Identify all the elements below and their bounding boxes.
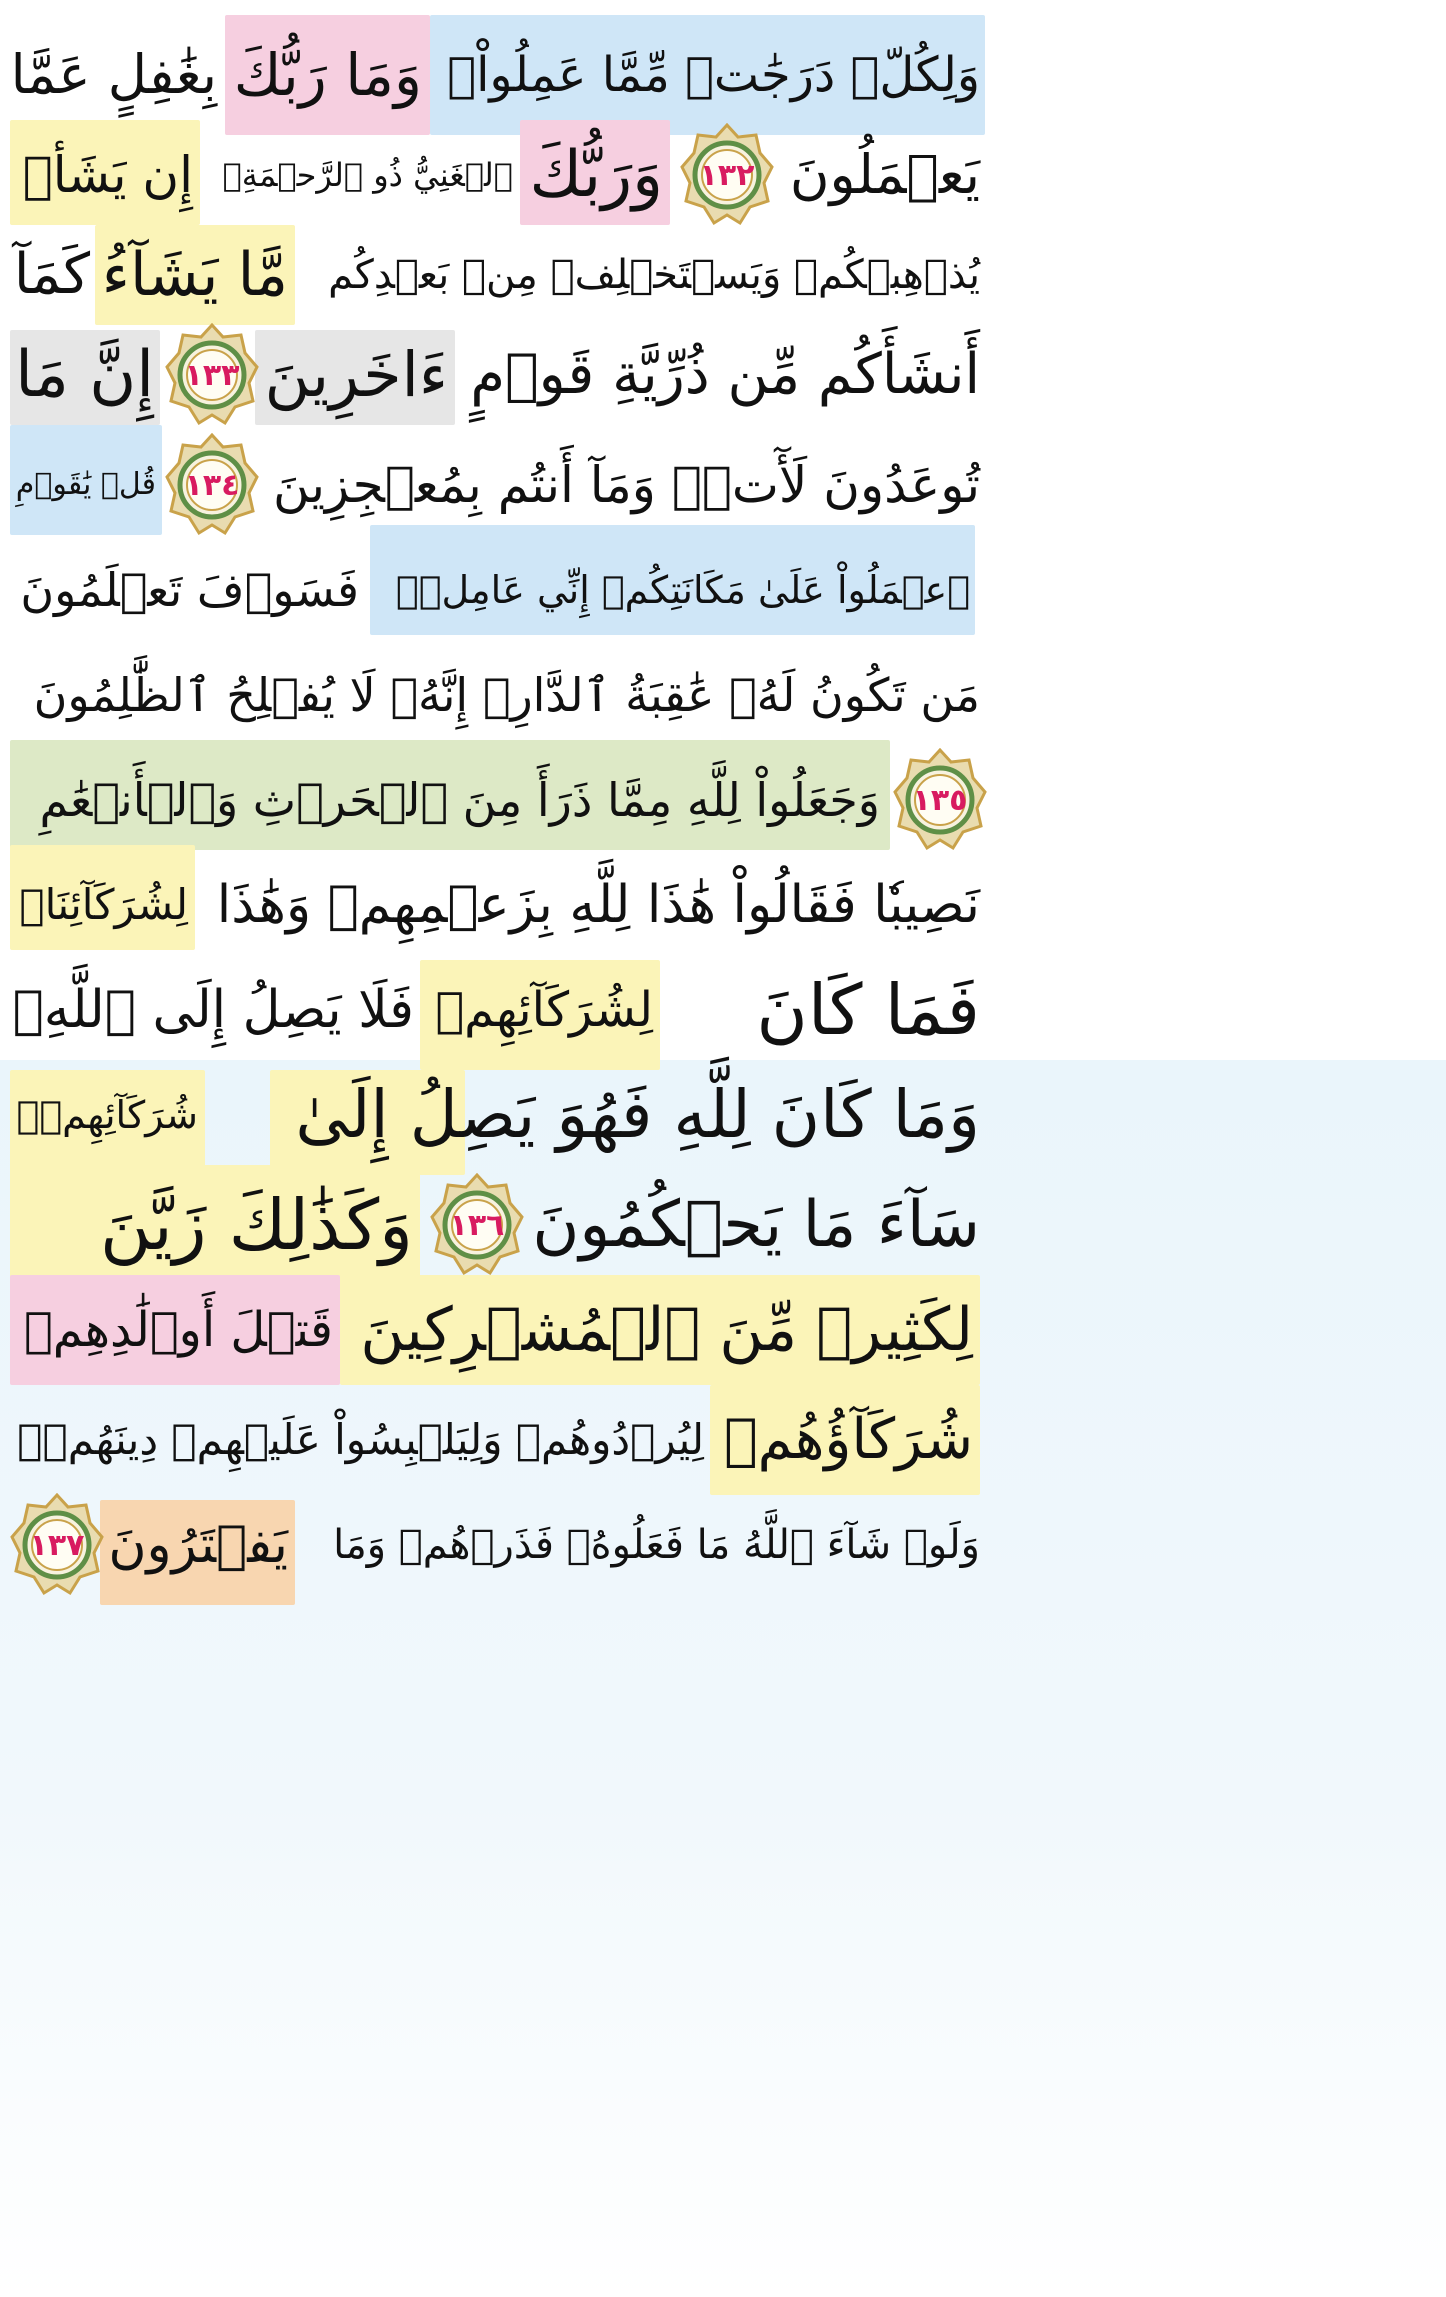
ayah-text: أَنشَأَكُم مِّن ذُرِّيَّةِ قَوۡمٍ xyxy=(470,342,980,407)
ayah-text: ٱلۡغَنِيُّ ذُو ٱلرَّحۡمَةِۚ xyxy=(222,156,513,194)
ayah-text: لِيُرۡدُوهُمۡ وَلِيَلۡبِسُواْ عَلَيۡهِمۡ دِينَهُمۡۖ xyxy=(17,1415,704,1464)
ayah-text: لِشُرَكَآئِهِمۡ xyxy=(435,982,653,1038)
ayah-text: ٱعۡمَلُواْ عَلَىٰ مَكَانَتِكُمۡ إِنِّي عَامِلٞۖ xyxy=(395,568,970,612)
ayah-text: وَلَوۡ شَآءَ ٱللَّهُ مَا فَعَلُوهُۖ فَذَرۡهُمۡ وَمَا xyxy=(333,1522,980,1568)
ayah-text: نَصِيبٗا فَقَالُواْ هَٰذَا لِلَّهِ بِزَعۡمِهِمۡ وَهَٰذَا xyxy=(216,875,980,935)
ayah-text: وَرَبُّكَ xyxy=(529,138,663,212)
ayah-text: وَجَعَلُواْ لِلَّهِ مِمَّا ذَرَأَ مِنَ ٱلۡحَرۡثِ وَٱلۡأَنۡعَٰمِ xyxy=(39,773,880,827)
ayah-text: ءَاخَرِينَ xyxy=(264,338,448,411)
ayah-text: وَكَذَٰلِكَ زَيَّنَ xyxy=(99,1184,413,1266)
verse-number: ١٣٣ xyxy=(184,357,240,393)
ayah-text: وَمَا كَانَ لِلَّهِ فَهُوَ يَصِلُ إِلَىٰ xyxy=(295,1076,980,1153)
ayah-text: إِنَّ مَا xyxy=(15,338,154,412)
ayah-text: شُرَكَآؤُهُمۡ xyxy=(724,1407,973,1472)
ayah-text: وَمَا رَبُّكَ xyxy=(233,41,422,109)
ayah-text: يَعۡمَلُونَ xyxy=(789,143,980,206)
ayah-text: يُذۡهِبۡكُمۡ وَيَسۡتَخۡلِفۡ مِنۢ بَعۡدِكُم xyxy=(328,252,980,298)
ayah-text: قَتۡلَ أَوۡلَٰدِهِمۡ xyxy=(23,1302,333,1358)
ayah-text: مَن تَكُونُ لَهُۥ عَٰقِبَةُ ٱلدَّارِۚ إِنَّهُۥ لَا يُفۡلِحُ ٱلظَّٰلِمُونَ xyxy=(33,668,980,722)
ayah-text: سَآءَ مَا يَحۡكُمُونَ xyxy=(532,1188,980,1262)
verse-number: ١٣٢ xyxy=(699,157,755,193)
ayah-text: إِن يَشَأۡ xyxy=(22,146,193,204)
ayah-text: مَّا يَشَآءُ xyxy=(101,240,288,310)
verse-number: ١٣٦ xyxy=(449,1207,505,1243)
verse-number: ١٣٥ xyxy=(912,782,968,818)
ayah-text: تُوعَدُونَ لَأٓتٖۖ وَمَآ أَنتُم بِمُعۡجِزِينَ xyxy=(273,456,980,514)
ayah-text: لِشُرَكَآئِنَاۖ xyxy=(19,880,188,929)
ayah-text: يَفۡتَرُونَ xyxy=(108,1515,288,1575)
verse-end-marker xyxy=(10,1493,104,1597)
ayah-text: شُرَكَآئِهِمۡۗ xyxy=(16,1093,198,1137)
ayah-text: لِكَثِيرٖ مِّنَ ٱلۡمُشۡرِكِينَ xyxy=(360,1295,973,1365)
verse-number: ١٣٧ xyxy=(29,1527,85,1563)
quran-line xyxy=(0,1470,1446,1620)
ayah-text: فَسَوۡفَ تَعۡلَمُونَ xyxy=(20,563,359,617)
ayah-text: بِغَٰفِلٍ عَمَّا xyxy=(10,43,217,106)
ayah-text: قُلۡ يَٰقَوۡمِ xyxy=(15,467,156,502)
ayah-text: كَمَآ xyxy=(13,242,90,307)
ayah-text: وَلِكُلّٖ دَرَجَٰتٞ مِّمَّا عَمِلُواْۚ xyxy=(447,47,980,103)
ayah-text: فَمَا كَانَ xyxy=(756,969,980,1051)
verse-number: ١٣٤ xyxy=(184,467,240,503)
ayah-text: فَلَا يَصِلُ إِلَى ٱللَّهِۖ xyxy=(12,980,414,1040)
